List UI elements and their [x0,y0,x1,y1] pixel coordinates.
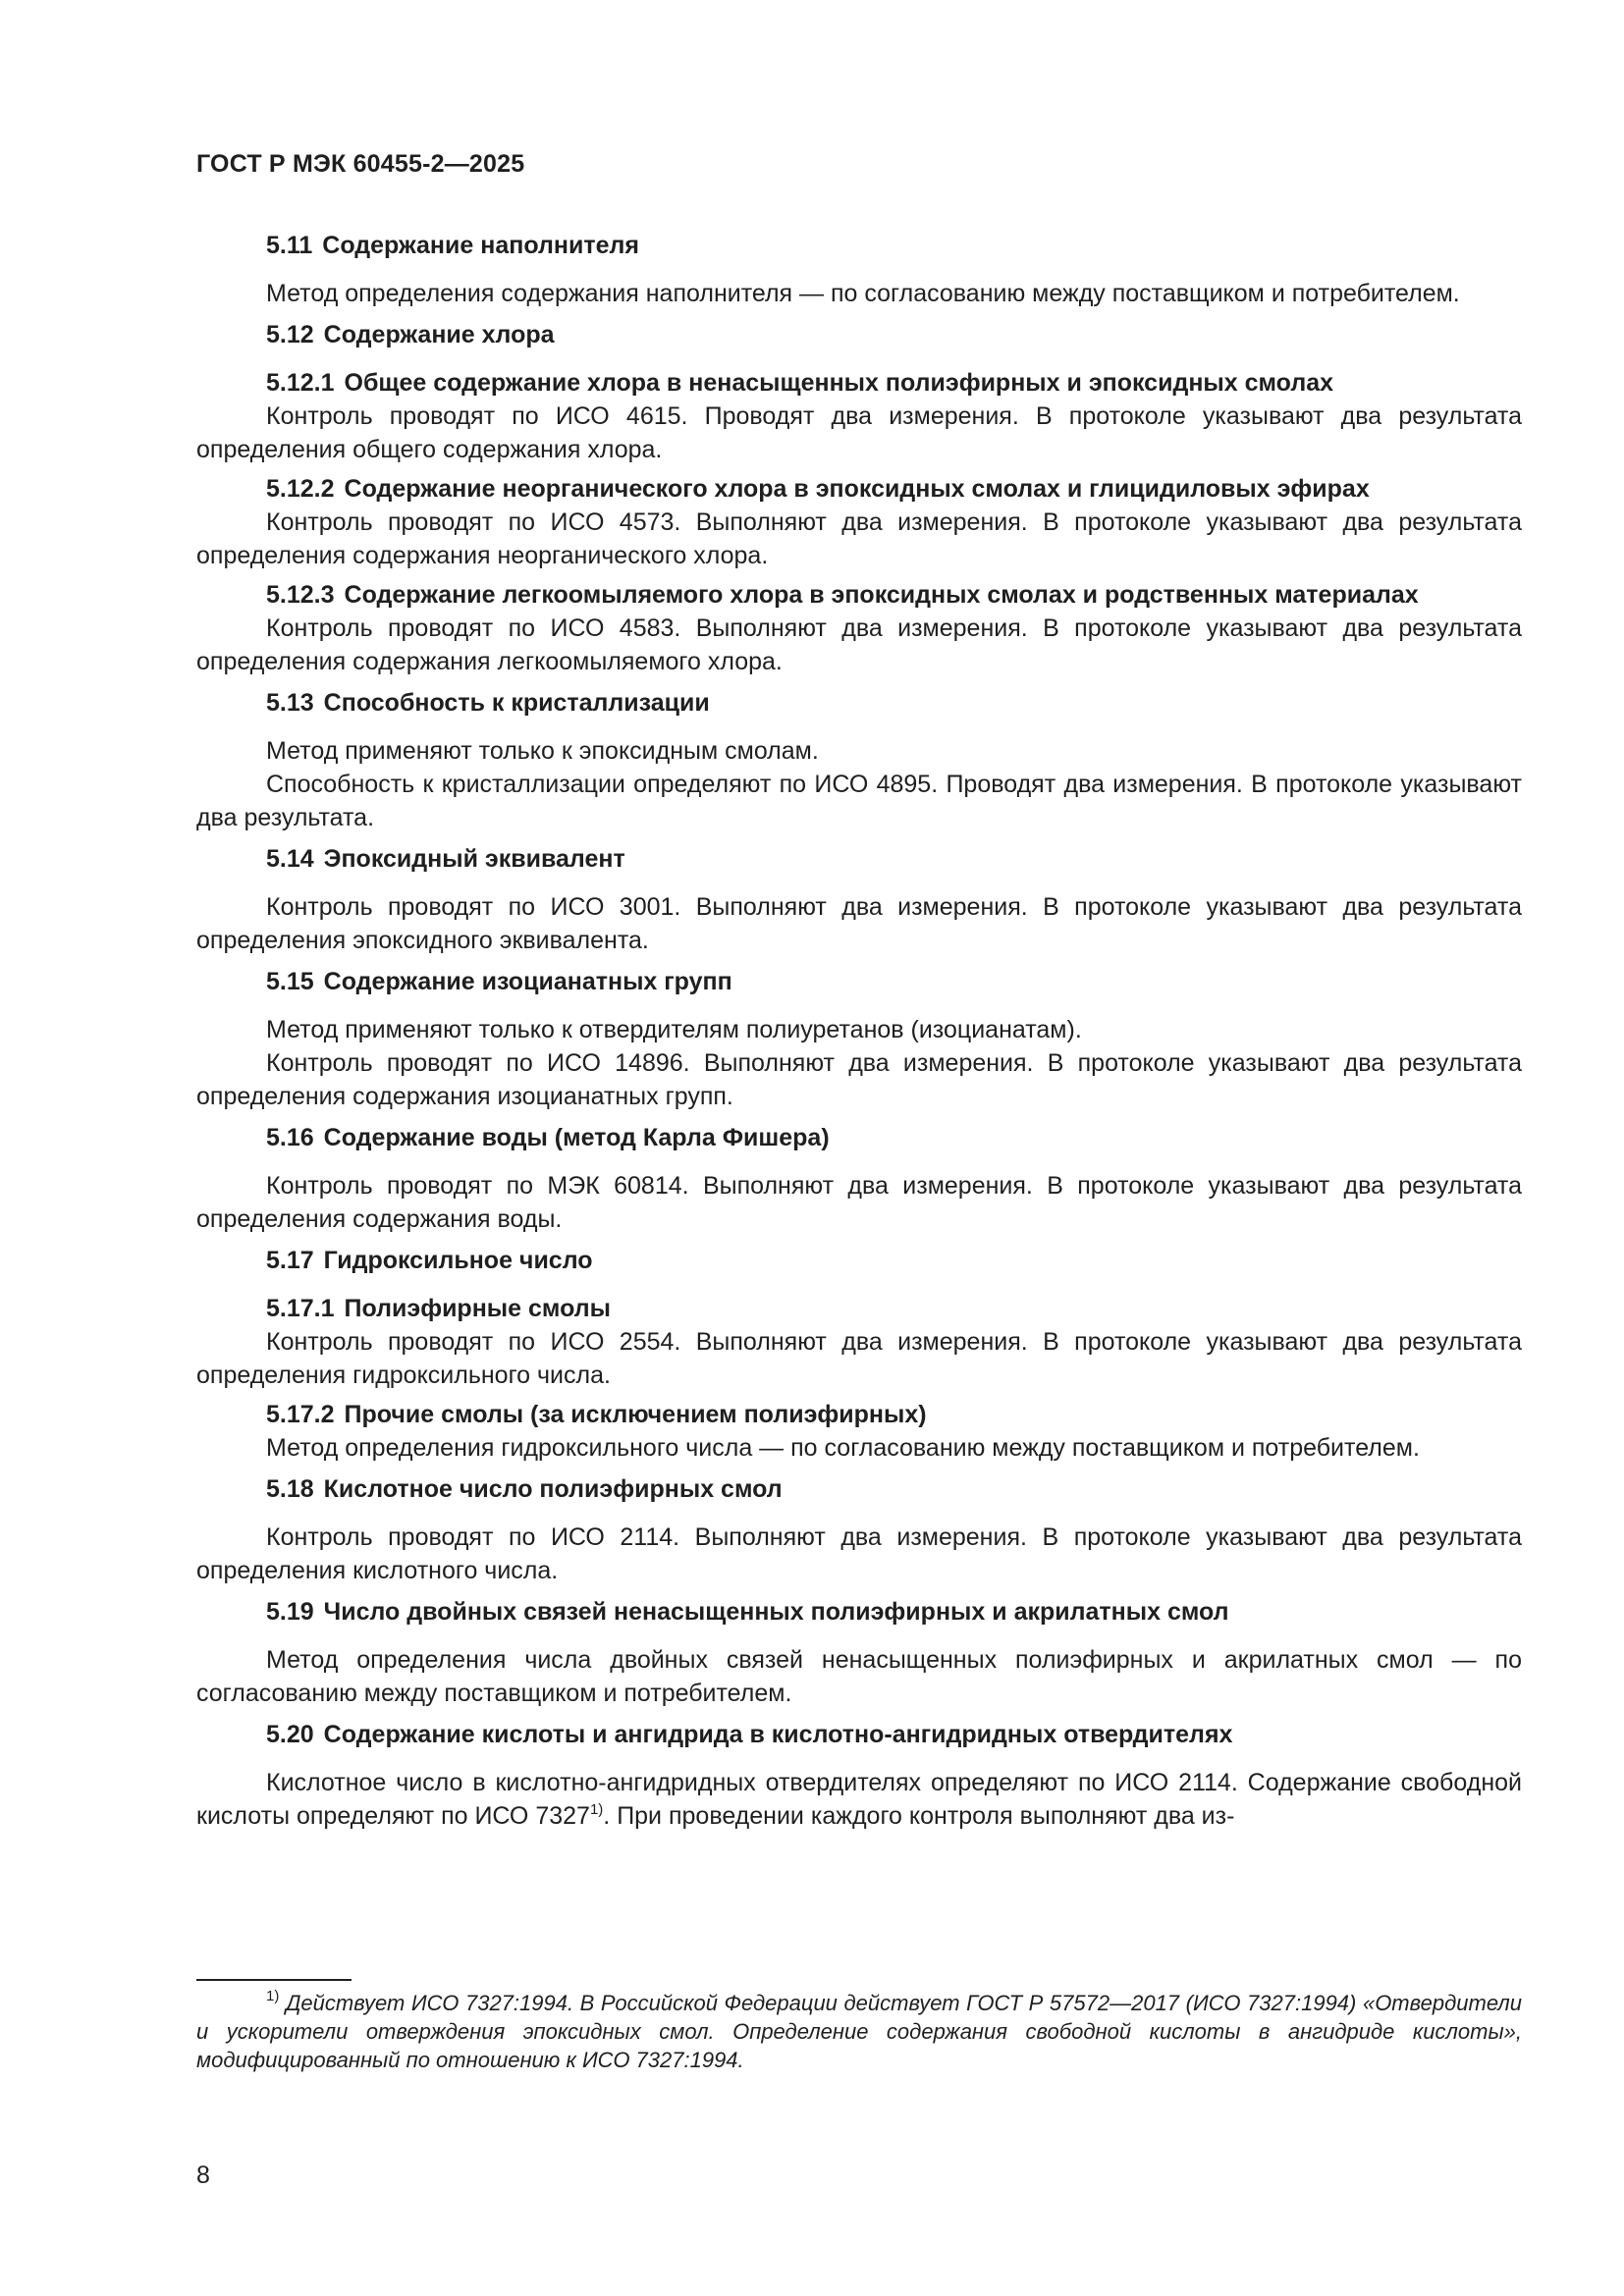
paragraph: Метод определения гидроксильного числа — по согласованию между поставщиком и потребителем. [266,1434,1420,1462]
heading-title: Содержание воды (метод Карла Фишера) [323,1124,830,1151]
section-heading [196,229,1522,262]
section-heading [196,318,1522,351]
heading-number: 5.13 [266,689,314,717]
heading-title: Содержание легкоомыляемого хлора в эпоксидных смолах и родственных материалах [344,581,1419,609]
section-heading [196,1595,1522,1629]
heading-title: Гидроксильное число [323,1247,593,1274]
footnote [196,1989,1522,2074]
heading-number: 5.17 [266,1247,314,1274]
heading-title: Общее содержание хлора в ненасыщенных полиэфирных и эпоксидных смолах [344,369,1334,397]
heading-title: Содержание наполнителя [322,232,639,259]
heading-title: Кислотное число полиэфирных смол [323,1475,783,1503]
heading-title: Способность к кристаллизации [323,689,710,717]
section-heading [196,1718,1522,1751]
heading-number: 5.20 [266,1721,314,1748]
paragraph: Контроль проводят по ИСО 2114. Выполняют два измерения. В протоколе указывают два результата определения кислотного числа. [196,1523,1522,1584]
heading-title: Содержание изоцианатных групп [323,968,732,995]
section-heading [196,1121,1522,1154]
paragraph: Метод применяют только к отвердителям полиуретанов (изоцианатам). [266,1016,1082,1043]
heading-title: Полиэфирные смолы [344,1295,611,1322]
footnote-divider [196,1979,352,1981]
paragraph: Метод применяют только к эпоксидным смолам. [266,737,819,765]
heading-number: 5.17.1 [266,1295,335,1322]
section-heading [196,965,1522,998]
section-heading [196,842,1522,876]
heading-title: Эпоксидный эквивалент [323,845,625,873]
heading-number: 5.17.2 [266,1401,335,1428]
paragraph: Способность к кристаллизации определяют по ИСО 4895. Проводят два измерения. В протоколе указывают два результата. [196,771,1522,831]
document-body [196,221,1522,1833]
heading-number: 5.12.2 [266,475,335,503]
footnote-marker: 1) [266,1988,280,2004]
heading-number: 5.19 [266,1598,314,1626]
subsection-heading [196,578,1522,612]
footnote-reference: 1) [589,1801,604,1818]
section-heading [196,1472,1522,1506]
heading-number: 5.15 [266,968,314,995]
heading-title: Содержание кислоты и ангидрида в кислотно-ангидридных отвердителях [323,1721,1233,1748]
paragraph: Контроль проводят по ИСО 14896. Выполняют два измерения. В протоколе указывают два результата определения содержания изоцианатных групп. [196,1049,1522,1110]
section-heading [196,686,1522,720]
heading-number: 5.16 [266,1124,314,1151]
paragraph: Контроль проводят по ИСО 4583. Выполняют два измерения. В протоколе указывают два результата определения содержания легкоомыляемого хлора. [196,614,1522,675]
heading-title: Число двойных связей ненасыщенных полиэфирных и акрилатных смол [323,1598,1229,1626]
footnote-text: Действует ИСО 7327:1994. В Российской Федерации действует ГОСТ Р 57572—2017 (ИСО 7327:1994) «Отвердители и ускорители отверждения эпоксидных смол. Определение содержания свободной кислоты в ангидриде кислоты», модифицированный по отношению к ИСО 7327:1994. [196,1991,1522,2072]
subsection-heading [196,1398,1522,1431]
paragraph: Контроль проводят по МЭК 60814. Выполняют два измерения. В протоколе указывают два результата определения содержания воды. [196,1172,1522,1233]
document-id: ГОСТ Р МЭК 60455-2—2025 [196,150,525,178]
subsection-heading [196,366,1522,400]
paragraph: Контроль проводят по ИСО 3001. Выполняют два измерения. В протоколе указывают два результата определения эпоксидного эквивалента. [196,893,1522,954]
paragraph: Контроль проводят по ИСО 4573. Выполняют два измерения. В протоколе указывают два результата определения содержания неорганического хлора. [196,508,1522,569]
heading-number: 5.12 [266,321,314,348]
heading-number: 5.18 [266,1475,314,1503]
heading-number: 5.11 [266,232,313,259]
heading-title: Прочие смолы (за исключением полиэфирных) [344,1401,927,1428]
heading-title: Содержание неорганического хлора в эпоксидных смолах и глицидиловых эфирах [344,475,1370,503]
paragraph: Метод определения числа двойных связей ненасыщенных полиэфирных и акрилатных смол — по согласованию между поставщиком и потребителем. [196,1646,1522,1707]
paragraph-text: . При проведении каждого контроля выполняют два из- [603,1802,1235,1830]
subsection-heading [196,1292,1522,1325]
paragraph: Контроль проводят по ИСО 4615. Проводят два измерения. В протоколе указывают два результата определения общего содержания хлора. [196,402,1522,463]
heading-title: Содержание хлора [323,321,555,348]
heading-number: 5.12.3 [266,581,335,609]
paragraph: Метод определения содержания наполнителя — по согласованию между поставщиком и потребителем. [266,280,1460,307]
heading-number: 5.14 [266,845,314,873]
heading-number: 5.12.1 [266,369,335,397]
subsection-heading [196,472,1522,506]
paragraph: Контроль проводят по ИСО 2554. Выполняют два измерения. В протоколе указывают два результата определения гидроксильного числа. [196,1328,1522,1389]
paragraph [196,1766,1522,1833]
section-heading [196,1244,1522,1277]
page-number: 8 [196,2162,210,2189]
paragraph-text: Кислотное число в кислотно-ангидридных отвердителях определяют по ИСО 2114. Содержание свободной кислоты определяют по ИСО 7327 [196,1769,1522,1830]
